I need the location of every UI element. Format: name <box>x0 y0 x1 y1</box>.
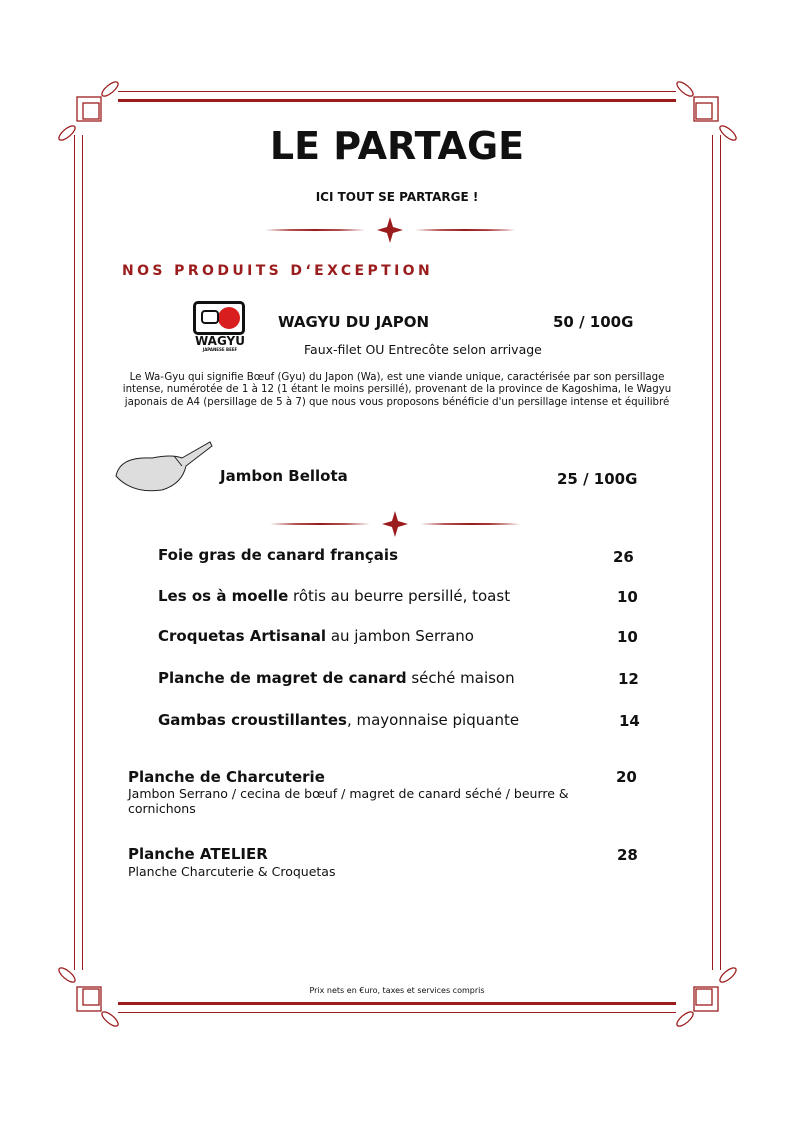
jambon-name: Jambon Bellota <box>220 467 348 485</box>
menu-item <box>158 546 398 564</box>
page-subtitle: ICI TOUT SE PARTARGE ! <box>315 190 479 204</box>
wagyu-subtitle: Faux-filet OU Entrecôte selon arrivage <box>304 342 542 357</box>
item-name: Foie gras de canard français <box>158 546 398 564</box>
wagyu-price: 50 / 100G <box>553 313 634 331</box>
divider-star-icon <box>265 215 520 245</box>
item-name: Gambas croustillantes <box>158 711 347 729</box>
divider-star-icon <box>270 509 525 539</box>
item-name: Les os à moelle <box>158 587 289 605</box>
planche-name: Planche ATELIER <box>128 845 268 863</box>
menu-item <box>158 627 474 645</box>
item-price: 10 <box>617 588 638 606</box>
footer-note: Prix nets en €uro, taxes et services compris <box>309 986 485 995</box>
item-detail: au jambon Serrano <box>326 627 474 645</box>
item-detail: séché maison <box>406 669 515 687</box>
item-price: 10 <box>617 628 638 646</box>
planche-detail: Planche Charcuterie & Croquetas <box>128 864 336 879</box>
planche-detail: Jambon Serrano / cecina de bœuf / magret de canard séché / beurre & cornichons <box>128 786 569 816</box>
corner-ornament-icon <box>670 963 740 1033</box>
corner-ornament-icon <box>55 963 125 1033</box>
wagyu-description: Le Wa-Gyu qui signifie Bœuf (Gyu) du Japon (Wa), est une viande unique, caractérisée par son persillage intense, numérotée de 1 à 12 (1 étant le moins persillé), provenant de la province de Kagoshima, le Wagyu japonais de A4 (persillage de 5 à 7) que nous vous proposons bénéficie d'un persillage intense et équilibré <box>122 372 672 408</box>
wagyu-logo: WAGYU JAPANESE BEEF <box>193 301 247 355</box>
menu-item <box>158 669 515 687</box>
item-name: Croquetas Artisanal <box>158 627 327 645</box>
item-price: 12 <box>618 670 639 688</box>
planche-price: 20 <box>616 768 637 786</box>
jambon-price: 25 / 100G <box>557 470 638 488</box>
planche-name: Planche de Charcuterie <box>128 768 325 786</box>
item-name: Planche de magret de canard <box>158 669 407 687</box>
section-heading: NOS PRODUITS D‘EXCEPTION <box>122 263 434 279</box>
ham-leg-icon <box>112 436 214 494</box>
item-detail: rôtis au beurre persillé, toast <box>288 587 511 605</box>
item-detail: , mayonnaise piquante <box>346 711 520 729</box>
menu-item <box>158 711 519 729</box>
wagyu-name: WAGYU DU JAPON <box>278 313 430 331</box>
menu-item <box>158 587 510 605</box>
item-price: 14 <box>619 712 640 730</box>
page-title: LE PARTAGE <box>269 124 525 168</box>
item-price: 26 <box>613 548 634 566</box>
planche-price: 28 <box>617 846 638 864</box>
